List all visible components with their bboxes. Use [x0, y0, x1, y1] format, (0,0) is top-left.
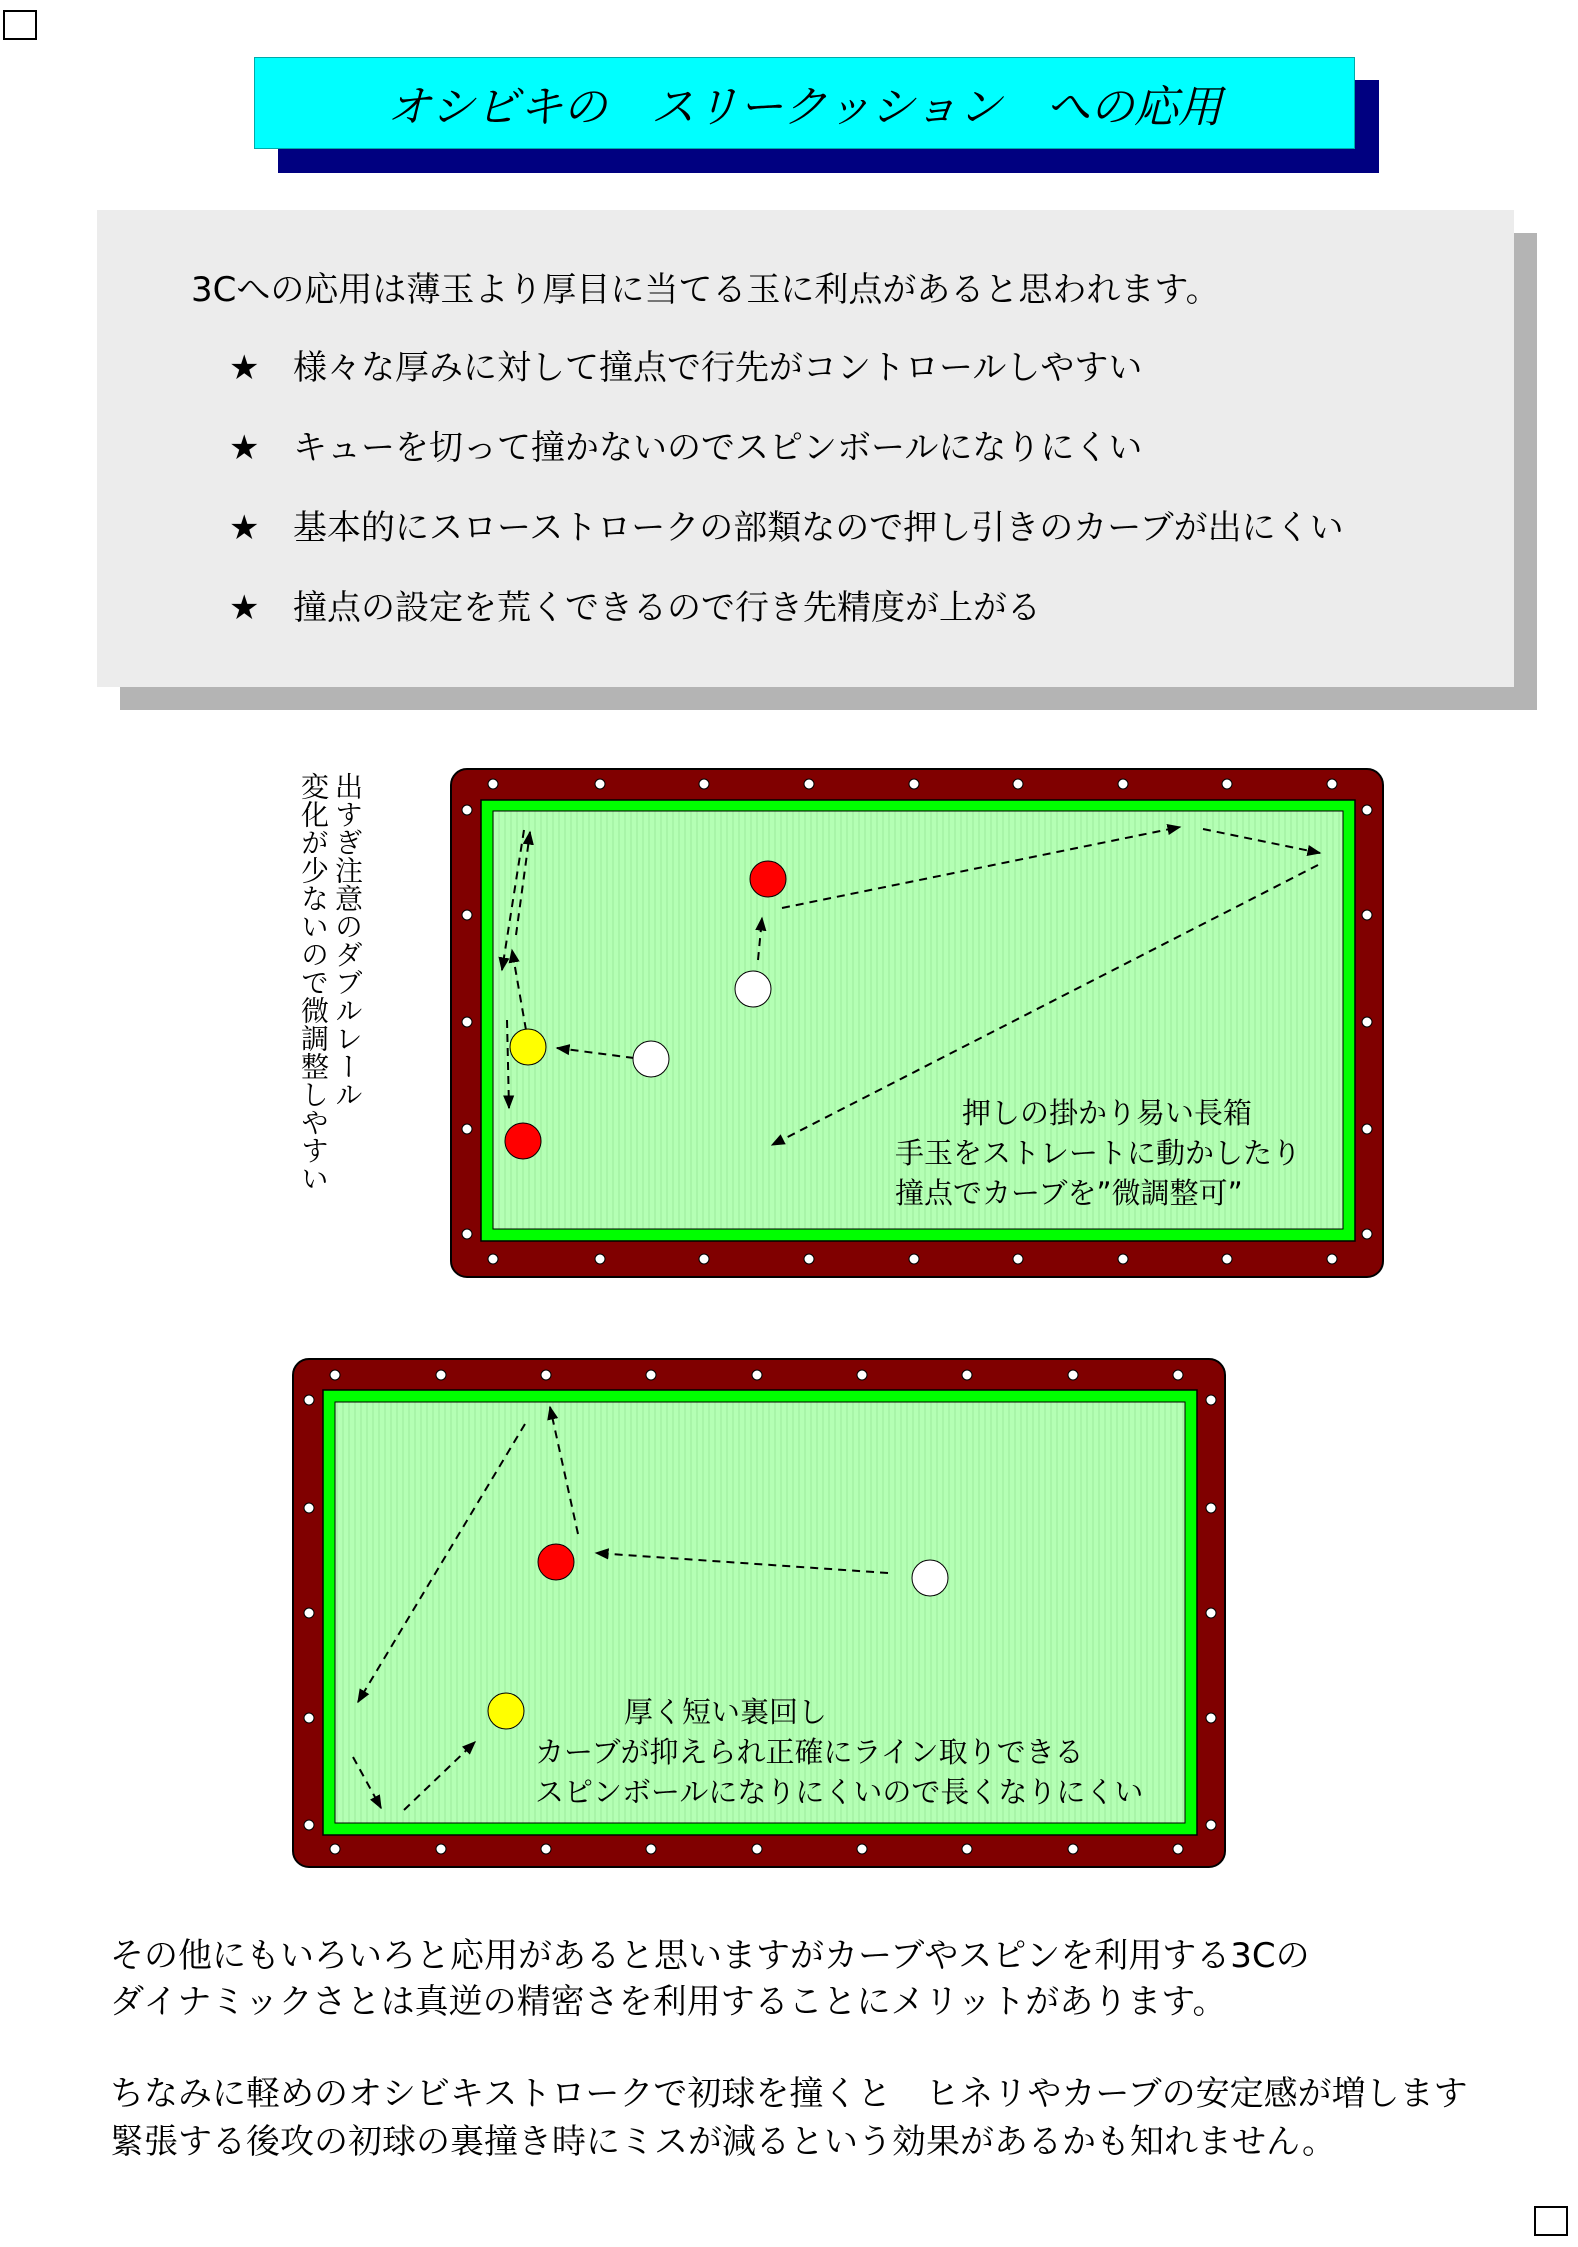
star-icon: ★: [229, 508, 260, 548]
footer-paragraph-1-line-2: ダイナミックさとは真逆の精密さを利用することにメリットがあります。: [110, 1982, 1227, 2022]
footer-paragraph-2-line-2: 緊張する後攻の初球の裏撞き時にミスが減るという効果があるかも知れません。: [110, 2122, 1337, 2162]
diagram-2-caption-line-1: 厚く短い裏回し: [624, 1695, 828, 1729]
page-title: オシビキの スリークッション への応用: [254, 57, 1355, 149]
intro-lead: 3Cへの応用は薄玉より厚目に当てる玉に利点があると思われます。: [191, 270, 1220, 310]
side-note-line-2: 変化が少ないので微調整しやすい: [297, 772, 330, 1192]
intro-bullet-text: 撞点の設定を荒くできるので行き先精度が上がる: [293, 588, 1041, 628]
intro-bullet-text: キューを切って撞かないのでスピンボールになりにくい: [293, 428, 1143, 468]
intro-bullet-text: 基本的にスローストロークの部類なので押し引きのカーブが出にくい: [293, 508, 1344, 548]
red-ball: [505, 1123, 541, 1159]
footer-paragraph-1-line-1: その他にもいろいろと応用があると思いますがカーブやスピンを利用する3Cの: [110, 1936, 1310, 1976]
diagram-2-caption-line-2: カーブが抑えられ正確にライン取りできる: [535, 1735, 1084, 1769]
star-icon: ★: [229, 588, 260, 628]
table-2: [293, 1359, 1225, 1867]
red-ball: [538, 1544, 574, 1580]
diagram-2-caption-line-3: スピンボールになりにくいので長くなりにくい: [535, 1775, 1144, 1809]
side-note-line-1: 出すぎ注意のダブルレール: [331, 772, 364, 1108]
intro-bullet-text: 様々な厚みに対して撞点で行先がコントロールしやすい: [293, 348, 1143, 388]
star-icon: ★: [229, 428, 260, 468]
star-icon: ★: [229, 348, 260, 388]
table-1: [451, 769, 1383, 1277]
cue-ball: [633, 1041, 669, 1077]
cue-ball: [912, 1560, 948, 1596]
yellow-ball: [510, 1029, 546, 1065]
diagram-1-caption-line-3: 撞点でカーブを”微調整可”: [895, 1176, 1243, 1210]
white-ball: [735, 971, 771, 1007]
red-ball: [750, 861, 786, 897]
yellow-ball: [488, 1693, 524, 1729]
diagram-1-caption-line-1: 押しの掛かり易い長箱: [962, 1096, 1253, 1130]
diagram-1-caption-line-2: 手玉をストレートに動かしたり: [895, 1136, 1302, 1170]
footer-paragraph-2-line-1: ちなみに軽めのオシビキストロークで初球を撞くと ヒネリやカーブの安定感が増します: [110, 2074, 1468, 2114]
